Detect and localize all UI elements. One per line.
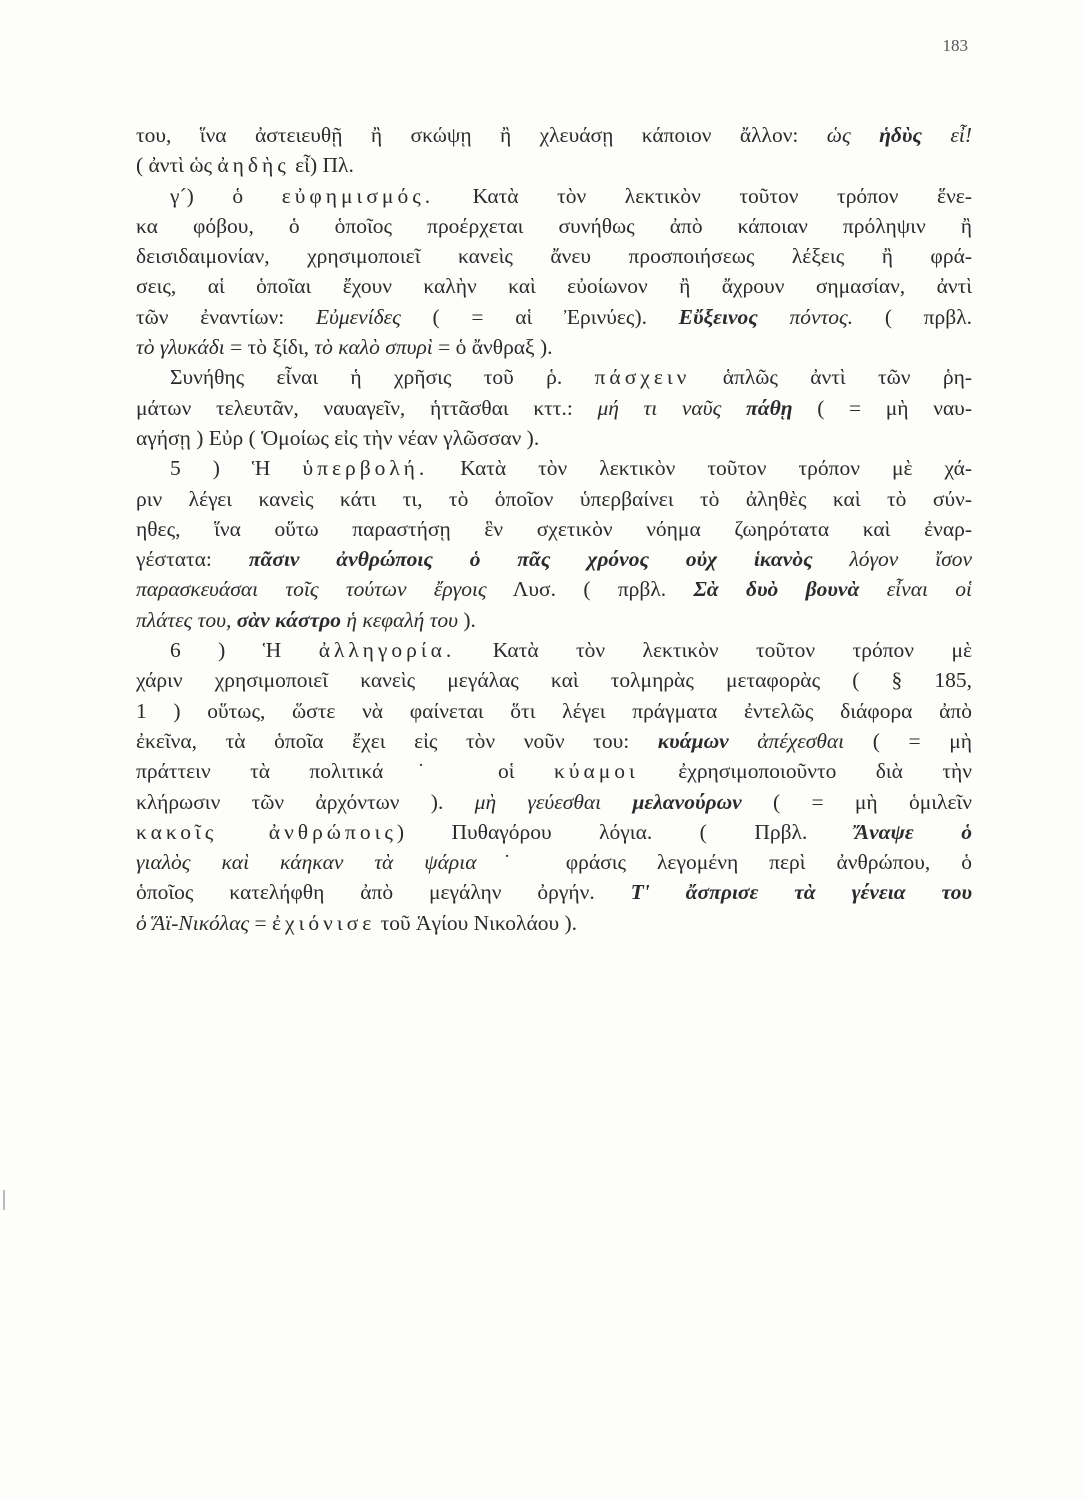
emphasis-text: Εὔξεινος — [678, 304, 758, 329]
text-line — [136, 908, 972, 938]
body-text — [136, 120, 972, 938]
emphasis-text: Σὰ δυὸ βουνὰ — [693, 577, 860, 602]
text-run: = τὸ ξίδι, — [224, 335, 315, 360]
text-run: ). — [458, 607, 476, 632]
text-line — [136, 332, 972, 362]
italic-text: ἡ κεφαλή του — [340, 607, 459, 632]
text-run: τοῦ Ἁγίου Νικολάου ). — [375, 910, 578, 935]
text-line — [136, 484, 972, 514]
text-line — [136, 787, 972, 817]
text-run: Συνήθης εἶναι ἡ χρῆσις τοῦ ῥ. — [170, 365, 595, 390]
italic-text: ὡς — [826, 123, 880, 147]
emphasis-text: πάθῃ — [745, 395, 793, 420]
text-line — [136, 241, 972, 271]
spaced-text: ἀηδὴς — [217, 153, 290, 178]
text-line — [136, 605, 972, 635]
spaced-text: εὐφημισμός. — [281, 183, 435, 208]
text-run: ) Πυθαγόρου λόγια. ( Πρβλ. — [396, 819, 855, 844]
text-line — [136, 120, 972, 150]
text-run: ( ἀντὶ ὡς — [136, 153, 218, 178]
page-number: 183 — [942, 36, 968, 55]
emphasis-text: σὰν κάστρο — [236, 607, 341, 632]
italic-text: Εὐμενίδες — [315, 304, 401, 329]
text-run: ριν λέγει κανεὶς κάτι τι, τὸ ὁποῖον ὑπερβαίνει τὸ ἀληθὲς καὶ τὸ σύν- — [136, 486, 972, 511]
italic-text: γιαλὸς καὶ κάηκαν τὰ ψάρια˙ — [136, 850, 535, 875]
emphasis-text: κυάμων — [657, 728, 729, 753]
text-line — [136, 817, 972, 847]
text-line — [136, 665, 972, 695]
text-run: τῶν ἐναντίων: — [136, 304, 316, 329]
text-line — [136, 271, 972, 301]
text-run: σεις, αἱ ὁποῖαι ἔχουν καλὴν καὶ εὐοίωνον ἢ ἄχρουν σημασίαν, ἀντὶ — [136, 274, 972, 299]
text-run: ηθες, ἵνα οὕτω παραστήσῃ ἓν σχετικὸν νόημα ζωηρότατα καὶ ἐναρ- — [136, 516, 972, 541]
text-line — [136, 635, 972, 665]
emphasis-text: μελανούρων — [632, 789, 742, 814]
text-line — [136, 453, 972, 483]
text-line — [136, 756, 972, 786]
text-run: Κατὰ τὸν λεκτικὸν τοῦτον τρόπον ἕνε- — [434, 183, 972, 208]
spaced-text: πάσχειν — [594, 365, 691, 390]
spaced-text: ὑπερβολή. — [302, 456, 429, 481]
text-line — [136, 544, 972, 574]
text-run: φράσις λεγομένη περὶ ἀνθρώπου, ὁ — [534, 850, 972, 875]
italic-text: τὸ γλυκάδι — [136, 335, 225, 360]
text-run: ( = μὴ ναυ- — [792, 395, 972, 420]
text-line — [136, 181, 972, 211]
text-run: Κατὰ τὸν λεκτικὸν τοῦτον τρόπον μὲ χά- — [428, 456, 973, 481]
text-run: κα φόβου, ὁ ὁποῖος προέρχεται συνήθως ἀπὸ κάποιαν πρόληψιν ἢ — [136, 213, 972, 238]
text-run: ἁπλῶς ἀντὶ τῶν ῥη- — [690, 365, 972, 390]
text-run: 1 ) οὕτως, ὥστε νὰ φαίνεται ὅτι λέγει πράγματα ἐντελῶς διάφορα ἀπὸ — [136, 698, 972, 723]
text-run: = — [249, 910, 272, 935]
text-run: 6 ) Ἡ — [170, 638, 319, 663]
italic-text: ἀπέχεσθαι — [728, 728, 845, 753]
text-line — [136, 877, 972, 907]
text-run: Κατὰ τὸν λεκτικὸν τοῦτον τρόπον μὲ — [455, 638, 973, 663]
spaced-text: κύαμοι — [554, 759, 639, 784]
emphasis-text: Τ' ἄσπρισε τὰ γένεια του — [630, 880, 973, 905]
text-line — [136, 726, 972, 756]
italic-text: τὸ καλὸ σπυρὶ — [314, 335, 433, 360]
text-run: αγήσῃ ) Εὐρ ( Ὁμοίως εἰς τὴν νέαν γλῶσσαν ). — [136, 425, 540, 450]
spaced-text: ἀλληγορία. — [318, 638, 456, 663]
text-run: κλήρωσιν τῶν ἀρχόντων ). — [136, 789, 475, 814]
text-line — [136, 393, 972, 423]
text-line — [136, 696, 972, 726]
text-run: ( = μὴ — [844, 728, 973, 753]
text-run: εἶ) Πλ. — [289, 153, 354, 178]
text-line — [136, 362, 972, 392]
text-line — [136, 211, 972, 241]
emphasis-text: πᾶσιν ἀνθρώποις ὁ πᾶς χρόνος οὐχ ἱκανὸς — [248, 547, 813, 572]
text-run: πράττειν τὰ πολιτικά˙ οἱ — [136, 759, 554, 784]
emphasis-text: Ἄναψε ὁ — [854, 819, 972, 844]
text-line — [136, 423, 972, 453]
text-run: μάτων τελευτᾶν, ναυαγεῖν, ἡττᾶσθαι κττ.: — [136, 395, 598, 420]
text-run: δεισιδαιμονίαν, χρησιμοποιεῖ κανεὶς ἄνευ προσποιήσεως λέξεις ἢ φρά- — [136, 244, 972, 269]
italic-text: πλάτες του, — [136, 607, 237, 632]
text-run: του, ἵνα ἀστειευθῇ ἢ σκώψῃ ἢ χλευάσῃ κάποιον ἄλλον: — [136, 123, 827, 147]
italic-text: ὁ Ἅϊ-Νικόλας — [136, 910, 250, 935]
text-run: ἐχρησιμοποιοῦντο διὰ τὴν — [638, 759, 972, 784]
italic-text: μή τι ναῦς — [597, 395, 746, 420]
spaced-text: κακοῖς ἀνθρώποις — [136, 819, 397, 844]
text-line — [136, 514, 972, 544]
text-line — [136, 302, 972, 332]
text-run: ὁποῖος κατελήφθη ἀπὸ μεγάλην ὀργήν. — [136, 880, 631, 905]
italic-text: παρασκευάσαι τοῖς τούτων ἔργοις — [136, 577, 487, 602]
text-line — [136, 847, 972, 877]
text-run: 5 ) Ἡ — [170, 456, 303, 481]
margin-mark — [3, 1190, 5, 1210]
text-run: γ´) ὁ — [170, 183, 282, 208]
text-run: ( πρβλ. — [853, 304, 973, 329]
italic-text: πόντος. — [757, 304, 854, 329]
text-run: = ὁ ἄνθραξ ). — [432, 335, 553, 360]
emphasis-text: ἡδὺς — [879, 123, 923, 147]
text-line — [136, 150, 972, 180]
italic-text: εἶναι οἱ — [859, 577, 973, 602]
text-run: ( = μὴ ὁμιλεῖν — [741, 789, 972, 814]
text-run: γέστατα: — [136, 547, 249, 572]
italic-text: εἶ! — [922, 123, 973, 147]
text-run: ( = αἱ Ἐρινύες). — [400, 304, 679, 329]
text-run: χάριν χρησιμοποιεῖ κανεὶς μεγάλας καὶ τολμηρὰς μεταφορὰς ( § 185, — [136, 668, 972, 693]
text-line — [136, 574, 972, 604]
italic-text: λόγον ἴσον — [812, 547, 972, 572]
text-run: Λυσ. ( πρβλ. — [486, 577, 694, 602]
text-run: ἐκεῖνα, τὰ ὁποῖα ἔχει εἰς τὸν νοῦν του: — [136, 728, 658, 753]
italic-text: μὴ γεύεσθαι — [474, 789, 633, 814]
spaced-text: ἐχιόνισε — [272, 910, 376, 935]
